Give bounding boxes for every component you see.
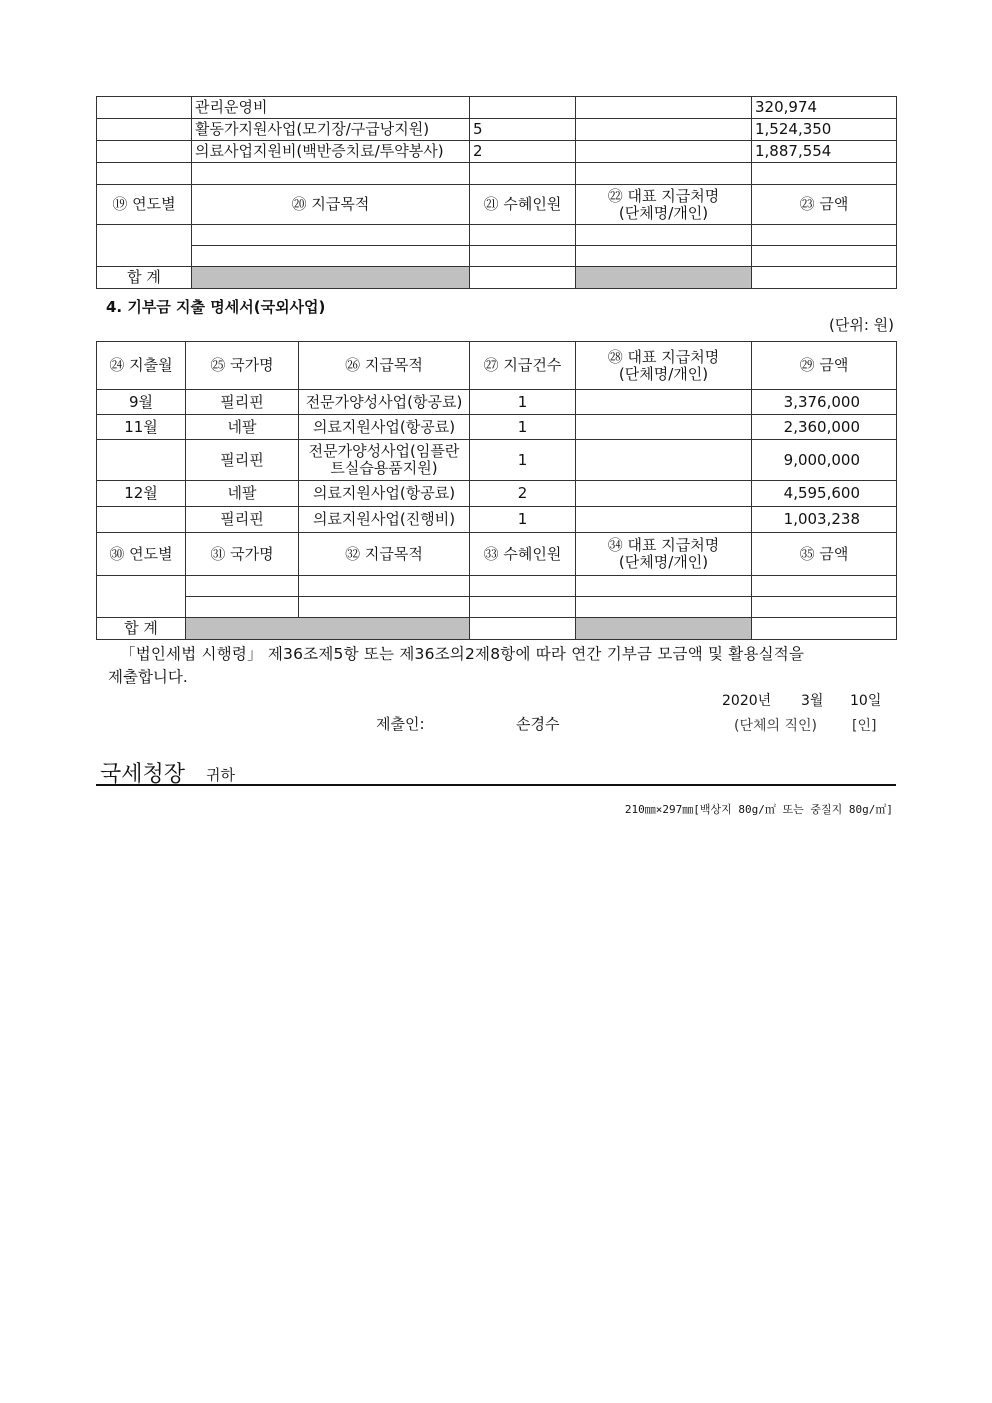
count-cell: 1 [470,440,576,481]
total-label: 합 계 [97,267,192,289]
table-row [97,119,897,141]
table-row [97,225,897,246]
count-cell [470,97,576,119]
unit-label: (단위: 원) [829,316,894,334]
count-cell: 1 [470,415,576,440]
count-cell: 2 [470,141,576,163]
table-row [97,390,897,415]
amount-cell: 3,376,000 [752,390,897,415]
amount-cell: 9,000,000 [752,440,897,481]
table-row [97,597,897,618]
payee-cell [576,119,752,141]
table-row [97,507,897,533]
submitter-label: 제출인: [376,715,425,733]
header-row [97,533,897,576]
country-header: ㉕ 국가명 [186,342,299,390]
year-header: ⑲ 연도별 [97,185,192,225]
amount-cell: 1,887,554 [752,141,897,163]
paper-spec: 210㎜×297㎜[백상지 80g/㎡ 또는 중질지 80g/㎡] [624,803,893,816]
payee-header: ㉘ 대표 지급처명 (단체명/개인) [576,342,752,390]
divider [96,784,896,786]
purpose-cell: 관리운영비 [192,97,470,119]
recipients-header: ㉝ 수혜인원 [470,533,576,576]
seal-mark: [인] [852,718,877,734]
purpose-cell: 의료지원사업(진행비) [299,507,470,533]
purpose-header: ⑳ 지급목적 [192,185,470,225]
total-row [97,618,897,640]
purpose-cell: 전문가양성사업(임플란 트실습용품지원) [299,440,470,481]
payee-cell [576,481,752,507]
payee-header: ㉞ 대표 지급처명 (단체명/개인) [576,533,752,576]
payee-cell [576,97,752,119]
table-row [97,576,897,597]
overseas-table [96,341,897,640]
country-cell: 필리핀 [186,440,299,481]
date-year: 2020년 [722,693,772,709]
year-header: ㉚ 연도별 [97,533,186,576]
month-cell: 11월 [97,415,186,440]
amount-header: ㉟ 금액 [752,533,897,576]
recipient-honorific: 귀하 [206,766,235,784]
seal-note: (단체의 직인) [734,718,817,734]
amount-header: ㉓ 금액 [752,185,897,225]
payee-cell [576,440,752,481]
payee-cell [576,415,752,440]
count-header: ㉗ 지급건수 [470,342,576,390]
month-cell [97,507,186,533]
header-row [97,342,897,390]
amount-cell: 2,360,000 [752,415,897,440]
purpose-cell: 전문가양성사업(항공료) [299,390,470,415]
country-cell: 네팔 [186,415,299,440]
table-row [97,97,897,119]
purpose-header: ㉜ 지급목적 [299,533,470,576]
date-month: 3월 [801,693,824,709]
amount-cell: 1,524,350 [752,119,897,141]
country-cell: 네팔 [186,481,299,507]
country-cell: 필리핀 [186,507,299,533]
table-row [97,440,897,481]
count-cell: 1 [470,507,576,533]
month-header: ㉔ 지출월 [97,342,186,390]
table-row [97,481,897,507]
country-cell: 필리핀 [186,390,299,415]
month-cell: 9월 [97,390,186,415]
count-cell: 2 [470,481,576,507]
domestic-table-tail [96,96,897,289]
recipient-office: 국세청장 [100,762,186,787]
count-cell: 5 [470,119,576,141]
statement-text: 「법인세법 시행령」 제36조제5항 또는 제36조의2제8항에 따라 연간 기부금 모금액 및 활용실적을 [120,645,805,663]
recipients-header: ㉑ 수혜인원 [470,185,576,225]
total-row [97,267,897,289]
amount-header: ㉙ 금액 [752,342,897,390]
purpose-cell: 의료지원사업(항공료) [299,481,470,507]
payee-cell [576,141,752,163]
month-cell [97,440,186,481]
date-day: 10일 [850,693,882,709]
header-row [97,185,897,225]
total-label: 합 계 [97,618,186,640]
table-row [97,415,897,440]
submitter-name: 손경수 [516,715,560,733]
month-cell: 12월 [97,481,186,507]
table-row [97,246,897,267]
payee-header: ㉒ 대표 지급처명 (단체명/개인) [576,185,752,225]
table-row [97,141,897,163]
payee-cell [576,390,752,415]
table-row [97,163,897,185]
amount-cell: 1,003,238 [752,507,897,533]
payee-cell [576,507,752,533]
amount-cell: 4,595,600 [752,481,897,507]
statement-text-cont: 제출합니다. [108,668,188,686]
purpose-cell: 활동가지원사업(모기장/구급낭지원) [192,119,470,141]
section-title: 4. 기부금 지출 명세서(국외사업) [106,298,326,316]
purpose-cell: 의료지원사업(항공료) [299,415,470,440]
country-header: ㉛ 국가명 [186,533,299,576]
purpose-header: ㉖ 지급목적 [299,342,470,390]
amount-cell: 320,974 [752,97,897,119]
purpose-cell: 의료사업지원비(백반증치료/투약봉사) [192,141,470,163]
count-cell: 1 [470,390,576,415]
